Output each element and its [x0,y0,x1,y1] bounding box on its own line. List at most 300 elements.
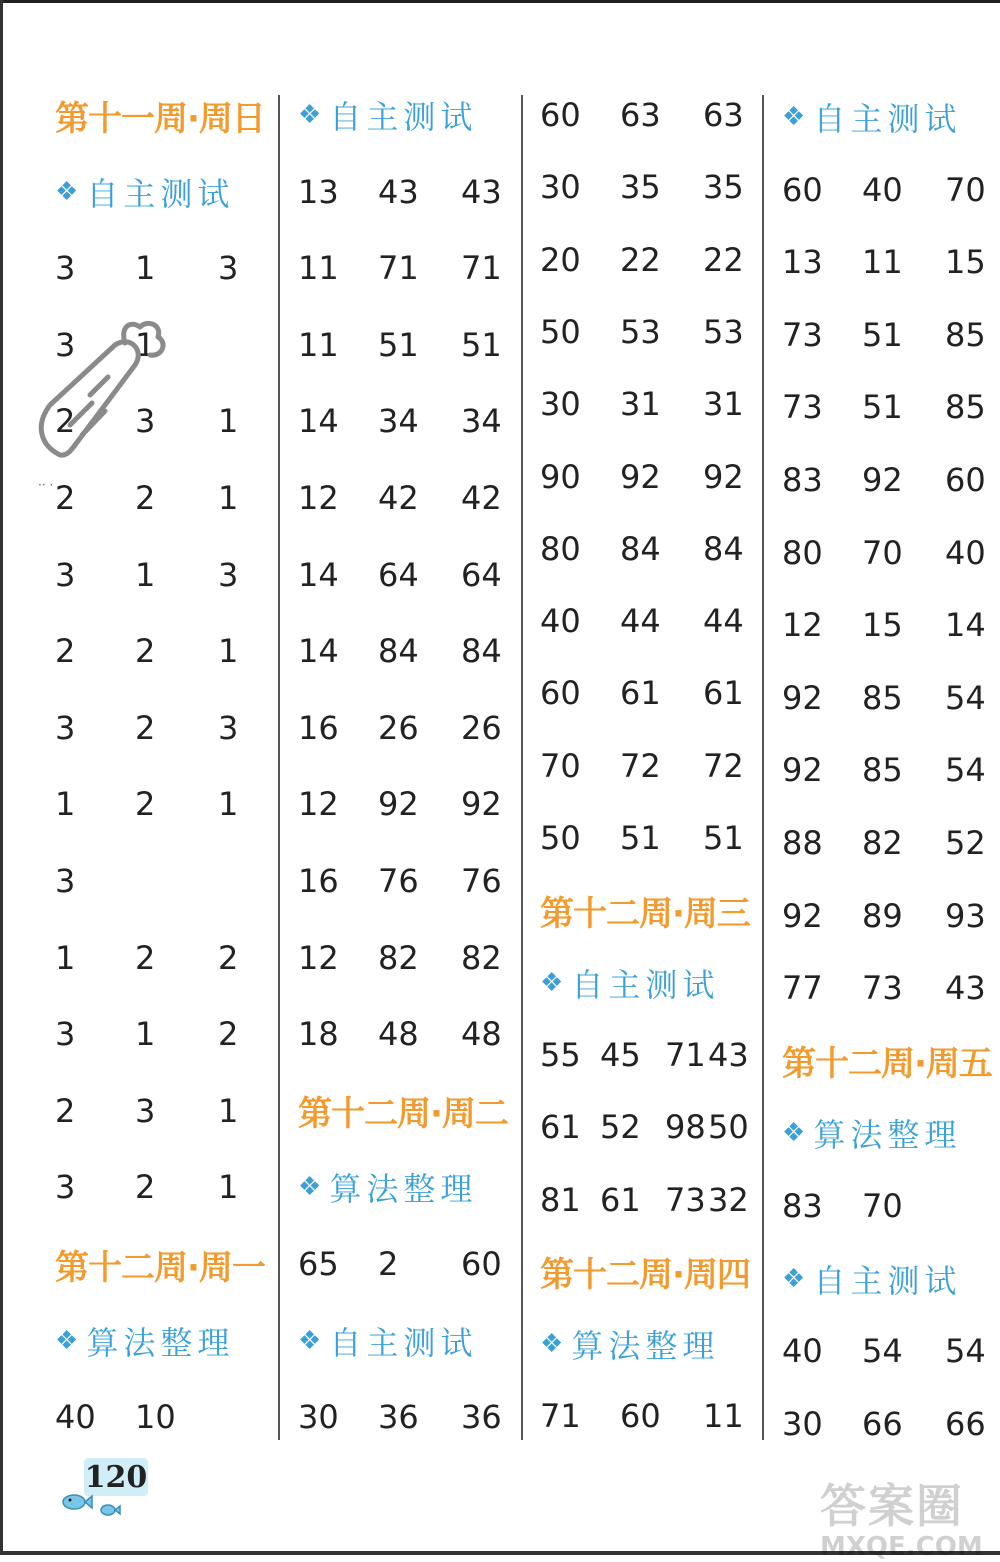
answer-values [55,1086,270,1136]
answer-row [540,813,755,863]
answer-value: 3 [55,862,76,900]
answer-values [55,550,270,600]
column-divider [521,95,523,1440]
answer-value: 20 [540,240,581,279]
heading-text: 第十二周·周四 [540,1255,750,1296]
answer-row [540,596,755,646]
section-text: 算法整理 [571,1327,720,1366]
answer-value: 66 [862,1404,903,1443]
answer-value: 15 [945,243,986,282]
answer-values [540,596,755,646]
answer-value: 48 [461,1015,502,1054]
answer-values [540,741,755,791]
answer-values [55,1392,270,1442]
answer-value: 16 [298,862,339,900]
answer-value: 51 [862,315,903,354]
answer-value: 80 [782,533,823,572]
answer-value: 3 [218,249,239,288]
answer-values [298,856,513,906]
answer-value: 1 [135,1015,156,1054]
answer-value: 92 [782,751,823,790]
answer-value: 92 [461,785,502,824]
answer-value: 14 [945,606,986,645]
answer-values [298,779,513,829]
diamond-icon: ❖ [298,1172,322,1203]
answer-row [782,600,997,650]
answer-value: 3 [55,555,76,594]
answer-values [298,167,513,217]
week-day-heading [55,1239,270,1289]
answer-row [782,528,997,578]
answer-value: 40 [945,533,986,572]
answer-value: 12 [298,479,339,517]
answer-value: 2 [218,1015,239,1054]
answer-value: 10 [135,1398,176,1437]
answer-value: 11 [298,325,339,364]
answer-value: 61 [703,674,744,713]
diamond-icon: ❖ [298,1325,322,1356]
answer-value: 50 [540,312,581,351]
answer-value: 63 [620,96,661,134]
answer-row [55,626,270,676]
carrot-icon [30,315,170,465]
answer-value: 72 [620,746,661,785]
answer-value: 2 [135,785,156,824]
diamond-icon: ❖ [540,1329,564,1360]
answer-value: 60 [945,461,986,499]
answer-value: 84 [378,632,419,671]
section-text: 自主测试 [329,98,478,136]
answer-row [782,310,997,360]
answer-value: 85 [862,751,903,790]
answer-value: 3 [135,402,156,441]
answer-value: 48 [378,1015,419,1054]
answer-value: 1 [135,555,156,594]
answer-value: 92 [782,678,823,717]
answer-row [55,243,270,293]
section-text: 算法整理 [329,1170,478,1209]
answer-value: 51 [862,388,903,427]
answer-value: 3 [218,708,239,747]
answer-values [540,668,755,718]
answer-values [298,1392,513,1442]
heading-text: 第十一周·周日 [55,98,265,139]
answer-values [540,1391,755,1441]
answer-value: 22 [620,240,661,279]
answer-row [298,779,513,829]
answer-values [298,320,513,370]
answer-values [298,1239,513,1289]
answer-value: 60 [782,170,823,209]
answer-row [540,162,755,212]
answer-value: 22 [703,240,744,279]
answer-row [782,382,997,432]
answer-value: 88 [782,824,823,862]
answer-row [55,1009,270,1059]
answer-value: 43 [945,969,986,1008]
answer-values [540,162,755,212]
answer-values [782,1399,997,1449]
answer-value: 84 [703,529,744,568]
section-label [55,167,270,217]
answer-value: 1 [218,1091,239,1130]
answer-row [782,1399,997,1449]
answer-value: 89 [862,896,903,935]
answer-value: 3 [55,1168,76,1207]
section-text: 算法整理 [813,1116,962,1155]
answer-value: 1 [218,1168,239,1207]
answer-values [540,1102,755,1152]
answer-value: 92 [620,457,661,496]
answer-row [782,455,997,505]
answer-row [782,165,997,215]
week-day-heading [298,1086,513,1136]
answer-value: 77 [782,969,823,1008]
answer-value: 30 [298,1398,339,1437]
column-divider [762,95,764,1440]
answer-value: 2 [55,479,76,517]
answer-values [540,235,755,285]
answer-row [55,1392,270,1442]
answer-value: 71 [378,249,419,288]
answer-values [55,473,270,523]
answer-row [540,452,755,502]
answer-row [55,779,270,829]
answer-value: 2 [378,1245,399,1283]
answer-value: 82 [378,938,419,977]
answer-value: 92 [862,461,903,499]
heading-text: 第十二周·周五 [782,1044,992,1085]
answer-value: 65 [298,1245,339,1283]
answer-value: 82 [461,938,502,977]
answer-values [298,703,513,753]
answer-value: 43 [461,172,502,211]
answer-values [540,1175,755,1225]
answer-row [298,1239,513,1289]
answer-row [298,396,513,446]
answer-value: 3 [135,1091,156,1130]
answer-values [782,382,997,432]
answer-row [540,90,755,140]
answer-value: 73 [782,388,823,427]
top-border [0,0,1000,3]
section-label [540,1319,755,1369]
answer-row [782,891,997,941]
answer-value: 3 [218,555,239,594]
answer-values [298,626,513,676]
answer-row [540,741,755,791]
answer-value: 55 [540,1035,581,1074]
answer-value: 36 [378,1398,419,1437]
answer-value: 42 [461,479,502,517]
answer-row [55,1162,270,1212]
answer-value: 2 [135,938,156,977]
answer-value: 44 [703,602,744,641]
answer-values [55,626,270,676]
answer-row [298,1392,513,1442]
answer-value: 12 [782,606,823,645]
answer-value: 40 [540,602,581,641]
answer-values [55,933,270,983]
answer-value: 72 [703,746,744,785]
answer-value: 98 [665,1108,706,1147]
answer-value: 3 [55,708,76,747]
week-day-heading [540,1247,755,1297]
answer-values [298,243,513,293]
answer-values [782,455,997,505]
answer-value: 63 [703,96,744,134]
answer-value: 32 [708,1180,749,1219]
answer-row [55,703,270,753]
answer-value: 13 [782,243,823,282]
diamond-icon: ❖ [540,967,564,998]
answer-values [540,1030,755,1080]
left-border [0,0,3,1555]
answer-row [540,379,755,429]
answer-value: 34 [378,402,419,441]
answer-row [540,668,755,718]
answer-value: 70 [945,170,986,209]
answer-value: 60 [620,1397,661,1436]
answer-value: 12 [298,938,339,977]
answer-values [782,963,997,1013]
answer-row [298,703,513,753]
answer-row [782,818,997,868]
answer-row [55,856,270,906]
answer-value: 76 [461,862,502,900]
answer-value: 2 [135,1168,156,1207]
answer-value: 42 [378,479,419,517]
answer-values [55,1162,270,1212]
answer-value: 70 [540,746,581,785]
watermark-logo: 答案圈 [820,1479,964,1533]
answer-values [55,703,270,753]
answer-value: 80 [540,529,581,568]
answer-value: 26 [378,708,419,747]
answer-row [55,933,270,983]
answer-value: 40 [862,170,903,209]
answer-row [540,524,755,574]
answer-value: 2 [135,708,156,747]
answer-row [55,550,270,600]
answer-value: 71 [665,1035,706,1074]
answer-value: 51 [461,325,502,364]
answer-value: 30 [782,1404,823,1443]
diamond-icon: ❖ [55,1325,79,1356]
answer-values [782,310,997,360]
answer-value: 85 [945,388,986,427]
answer-row [298,243,513,293]
diamond-icon: ❖ [782,1118,806,1149]
answer-value: 51 [378,325,419,364]
answer-row [782,1181,997,1231]
answer-values [55,243,270,293]
answer-value: 3 [55,249,76,288]
answer-values [55,779,270,829]
answer-value: 2 [218,938,239,977]
watermark [820,1470,995,1562]
answer-value: 61 [540,1108,581,1147]
answer-value: 43 [378,172,419,211]
answer-value: 2 [55,1091,76,1130]
answer-value: 2 [135,479,156,517]
answer-values [782,1326,997,1376]
answer-value: 92 [378,785,419,824]
answer-value: 73 [665,1180,706,1219]
answer-value: 61 [600,1180,641,1219]
answer-value: 45 [600,1035,641,1074]
answer-value: 31 [620,385,661,424]
answer-value: 44 [620,602,661,641]
section-label [782,1108,997,1158]
answer-value: 15 [862,606,903,645]
answer-value: 1 [218,402,239,441]
section-label [55,1316,270,1366]
answer-values [298,473,513,523]
answer-values [540,307,755,357]
answer-row [540,1102,755,1152]
section-text: 自主测试 [329,1323,478,1362]
answer-value: 40 [55,1398,96,1437]
section-text: 自主测试 [86,174,235,213]
answer-values [540,524,755,574]
answer-value: 61 [620,674,661,713]
answer-value: 1 [55,938,76,977]
answer-value: 16 [298,708,339,747]
answer-values [298,396,513,446]
answer-value: 53 [620,312,661,351]
answer-value: 14 [298,632,339,671]
answer-values [782,745,997,795]
week-day-heading [782,1036,997,1086]
answer-row [298,320,513,370]
answer-row [298,550,513,600]
answer-row [782,673,997,723]
answer-values [298,1009,513,1059]
section-text: 自主测试 [571,965,720,1004]
answer-value: 70 [862,1187,903,1225]
answer-value: 3 [55,1015,76,1054]
answer-value: 82 [862,824,903,862]
section-text: 自主测试 [813,100,962,138]
answer-value: 83 [782,461,823,499]
answer-values [782,891,997,941]
answer-row [298,167,513,217]
page-number: 120 [84,1459,148,1495]
answer-value: 13 [298,172,339,211]
answer-row [540,307,755,357]
answer-value: 2 [55,402,76,441]
section-text: 自主测试 [813,1261,962,1300]
answer-value: 1 [218,785,239,824]
answer-value: 92 [703,457,744,496]
section-label [782,1254,997,1304]
answer-value: 85 [862,678,903,717]
answer-value: 64 [378,555,419,594]
answer-row [298,1009,513,1059]
section-label [298,1316,513,1366]
answer-value: 50 [540,819,581,857]
answer-value: 85 [945,315,986,354]
answer-value: 60 [540,96,581,134]
answer-value: 51 [703,819,744,857]
column-divider [278,95,280,1440]
answer-row [298,473,513,523]
answer-value: 1 [218,479,239,517]
answer-row [782,1326,997,1376]
answer-value: 54 [945,678,986,717]
answer-value: 1 [218,632,239,671]
answer-values [540,90,755,140]
answer-row [298,626,513,676]
answer-value: 43 [708,1035,749,1074]
answer-value: 34 [461,402,502,441]
answer-value: 60 [461,1245,502,1283]
answer-value: 60 [540,674,581,713]
answer-value: 73 [782,315,823,354]
answer-value: 54 [862,1332,903,1371]
answer-value: 52 [600,1108,641,1147]
answer-values [540,379,755,429]
answer-value: 12 [298,785,339,824]
section-label [782,92,997,142]
answer-row [298,933,513,983]
answer-value: 52 [945,824,986,862]
answer-row [782,745,997,795]
answer-values [782,673,997,723]
answer-row [782,237,997,287]
diamond-icon: ❖ [55,176,79,207]
answer-row [540,235,755,285]
answer-value: 92 [782,896,823,935]
answer-values [298,550,513,600]
answer-value: 11 [862,243,903,282]
answer-value: 54 [945,751,986,790]
answer-value: 81 [540,1180,581,1219]
diamond-icon: ❖ [782,102,806,132]
answer-value: 83 [782,1187,823,1225]
answer-values [298,933,513,983]
answer-value: 18 [298,1015,339,1054]
answer-row [782,963,997,1013]
smudge-mark: ·· · [38,478,54,492]
heading-text: 第十二周·周三 [540,893,750,934]
answer-value: 71 [540,1397,581,1436]
answer-value: 14 [298,555,339,594]
answer-value: 76 [378,862,419,900]
answer-value: 50 [708,1108,749,1147]
answer-value: 3 [55,325,76,364]
answer-value: 36 [461,1398,502,1437]
fish-icon [60,1488,130,1518]
diamond-icon: ❖ [298,100,322,130]
section-text: 算法整理 [86,1323,235,1362]
answer-value: 2 [55,632,76,671]
answer-value: 66 [945,1404,986,1443]
answer-value: 40 [782,1332,823,1371]
answer-value: 1 [135,325,156,364]
answer-row [540,1175,755,1225]
answer-value: 35 [620,168,661,207]
answer-value: 26 [461,708,502,747]
answer-value: 11 [298,249,339,288]
answer-values [540,452,755,502]
heading-text: 第十二周·周一 [55,1247,265,1288]
answer-value: 35 [703,168,744,207]
answer-value: 84 [461,632,502,671]
answer-row [55,473,270,523]
answer-value: 14 [298,402,339,441]
